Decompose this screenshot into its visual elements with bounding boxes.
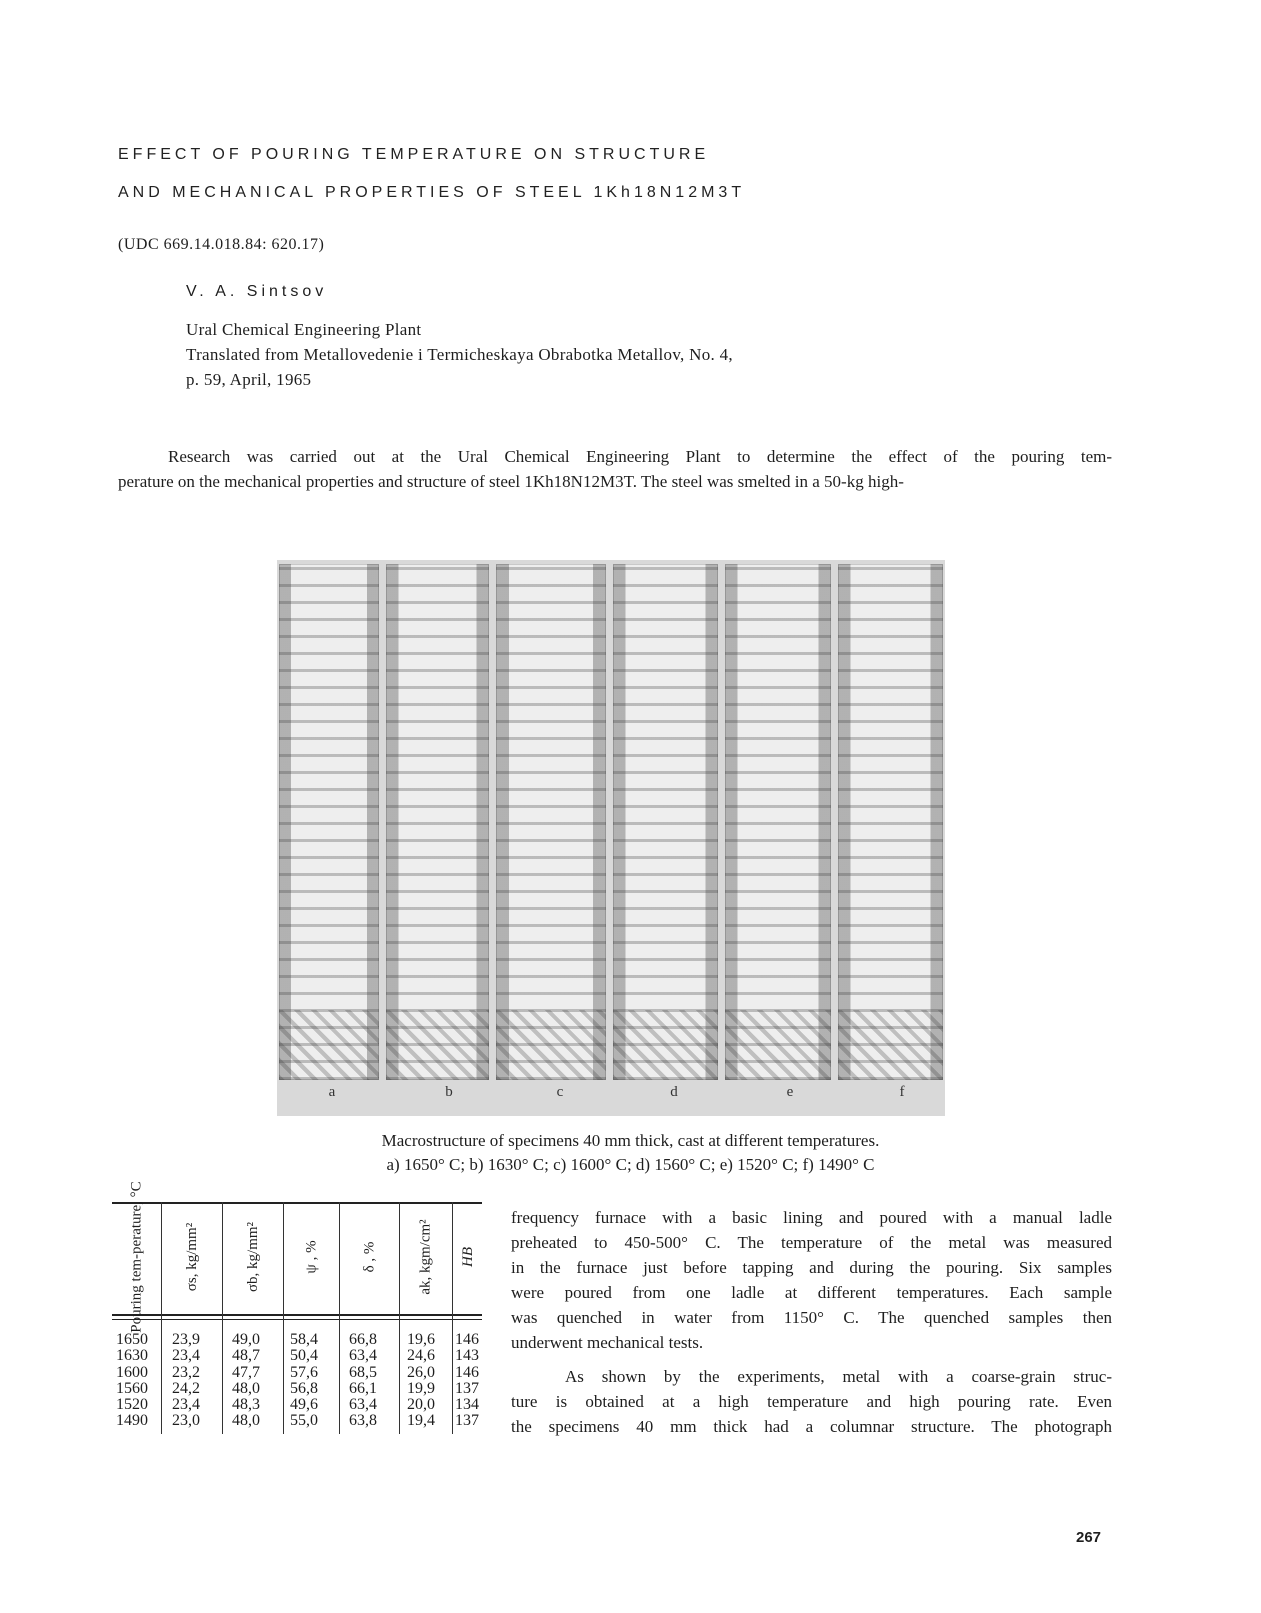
table-cell: 48,7	[232, 1347, 260, 1365]
specimen-label-c: c	[556, 1084, 564, 1100]
table-cell: 48,0	[232, 1412, 260, 1430]
table-cell: 19,9	[407, 1379, 435, 1397]
specimen-strip-d	[613, 564, 718, 1080]
table-cell: 56,8	[290, 1379, 318, 1397]
author: V. A. Sintsov	[186, 283, 328, 300]
specimen-strip-e	[725, 564, 831, 1080]
body-line: were poured from one ladle at different temperatures. Each sample	[511, 1283, 1112, 1302]
specimen-strip-b	[386, 564, 489, 1080]
table-cell: 63,4	[349, 1396, 377, 1414]
table-header-reduction-area: ψ , %	[303, 1240, 320, 1274]
table-header-impact-strength: ak, kgm/cm²	[418, 1219, 435, 1295]
table-header-elongation: δ , %	[361, 1241, 378, 1273]
table-cell: 23,0	[172, 1412, 200, 1430]
table-cell: 48,3	[232, 1396, 260, 1414]
table-cell: 134	[455, 1396, 479, 1414]
table-col-reduction-area	[290, 1332, 318, 1430]
table-header-yield-strength: σs, kg/mm²	[184, 1222, 200, 1292]
table-col-elongation	[349, 1332, 377, 1430]
table-cell: 66,1	[349, 1379, 377, 1397]
body-line: the specimens 40 mm thick had a columnar structure. The photograph	[511, 1417, 1112, 1436]
table-cell: 63,8	[349, 1412, 377, 1430]
table-cell: 1520	[116, 1396, 148, 1414]
table-cell: 47,7	[232, 1363, 260, 1381]
specimen-label-f: f	[899, 1084, 905, 1100]
table-col-tensile-strength	[232, 1332, 260, 1430]
table-cell: 23,4	[172, 1347, 200, 1365]
affiliation: Ural Chemical Engineering Plant	[186, 320, 422, 339]
translated-from-line-2: p. 59, April, 1965	[186, 370, 312, 389]
table-cell: 24,6	[407, 1347, 435, 1365]
table-cell: 23,2	[172, 1363, 200, 1381]
table-cell: 23,9	[172, 1331, 200, 1348]
table-cell: 1600	[116, 1363, 148, 1381]
intro-line-1: Research was carried out at the Ural Chemical Engineering Plant to determine the effect of the pouring tem-	[168, 447, 1112, 466]
body-line: in the furnace just before tapping and during the pouring. Six samples	[511, 1258, 1112, 1277]
table-cell: 1650	[116, 1331, 148, 1348]
body-line: frequency furnace with a basic lining and poured with a manual ladle	[511, 1208, 1112, 1227]
table-cell: 1560	[116, 1379, 148, 1397]
table-col-hardness	[455, 1332, 479, 1430]
intro-line-2: perature on the mechanical properties and structure of steel 1Kh18N12M3T. The steel was smelted in a 50-kg high-	[118, 472, 904, 491]
table-cell: 19,6	[407, 1331, 435, 1348]
table-cell: 137	[455, 1412, 479, 1430]
table-cell: 57,6	[290, 1363, 318, 1381]
table-cell: 19,4	[407, 1412, 435, 1430]
body-line: underwent mechanical tests.	[511, 1333, 704, 1352]
table-col-impact-strength	[407, 1332, 435, 1430]
specimen-label-e: e	[786, 1084, 794, 1100]
page-number: 267	[1076, 1529, 1102, 1546]
body-paragraph-2	[511, 1364, 1112, 1439]
specimen-strip-a	[279, 564, 379, 1080]
table-col-yield-strength	[172, 1332, 200, 1430]
table-header-rule	[112, 1314, 482, 1316]
properties-table	[112, 1181, 482, 1442]
title-line-1: EFFECT OF POURING TEMPERATURE ON STRUCTURE	[118, 146, 710, 163]
table-cell: 66,8	[349, 1331, 377, 1348]
table-cell: 49,0	[232, 1331, 260, 1348]
body-line: was quenched in water from 1150° C. The quenched samples then	[511, 1308, 1112, 1327]
table-col-temperature	[116, 1332, 148, 1430]
figure-caption-line-2: a) 1650° C; b) 1630° C; c) 1600° C; d) 1560° C; e) 1520° C; f) 1490° C	[386, 1155, 875, 1174]
specimen-label-a: a	[328, 1084, 336, 1100]
table-cell: 50,4	[290, 1347, 318, 1365]
specimen-strip-c	[496, 564, 606, 1080]
table-cell: 146	[455, 1331, 479, 1348]
table-cell: 55,0	[290, 1412, 318, 1430]
body-paragraph-1	[511, 1205, 1112, 1355]
body-line: preheated to 450-500° C. The temperature of the metal was measured	[511, 1233, 1112, 1252]
table-cell: 137	[455, 1379, 479, 1397]
table-cell: 26,0	[407, 1363, 435, 1381]
table-cell: 146	[455, 1363, 479, 1381]
table-cell: 143	[455, 1347, 479, 1365]
specimen-label-d: d	[670, 1084, 678, 1100]
udc-code: (UDC 669.14.018.84: 620.17)	[118, 236, 325, 253]
table-header-hardness: HB	[459, 1247, 476, 1267]
table-cell: 24,2	[172, 1379, 200, 1397]
translated-from-line-1: Translated from Metallovedenie i Termicheskaya Obrabotka Metallov, No. 4,	[186, 345, 733, 364]
table-cell: 63,4	[349, 1347, 377, 1365]
table-cell: 23,4	[172, 1396, 200, 1414]
table-cell: 58,4	[290, 1331, 318, 1348]
figure-caption-line-1: Macrostructure of specimens 40 mm thick, cast at different temperatures.	[381, 1131, 880, 1150]
table-cell: 20,0	[407, 1396, 435, 1414]
body-line: As shown by the experiments, metal with a coarse-grain struc-	[565, 1367, 1112, 1386]
body-line: ture is obtained at a high temperature and high pouring rate. Even	[511, 1392, 1112, 1411]
table-header-temperature: Pouring tem-perature, °C	[128, 1181, 145, 1333]
specimen-strip-f	[838, 564, 943, 1080]
table-cell: 68,5	[349, 1363, 377, 1381]
title-line-2: AND MECHANICAL PROPERTIES OF STEEL 1Kh18N12M3T	[118, 184, 746, 201]
specimen-label-b: b	[445, 1084, 453, 1100]
table-cell: 1630	[116, 1347, 148, 1365]
table-header-tensile-strength: σb, kg/mm²	[245, 1221, 261, 1293]
table-cell: 1490	[116, 1412, 148, 1430]
table-cell: 48,0	[232, 1379, 260, 1397]
table-header-rule-thin	[112, 1319, 482, 1320]
macrostructure-photo	[277, 560, 945, 1116]
table-cell: 49,6	[290, 1396, 318, 1414]
